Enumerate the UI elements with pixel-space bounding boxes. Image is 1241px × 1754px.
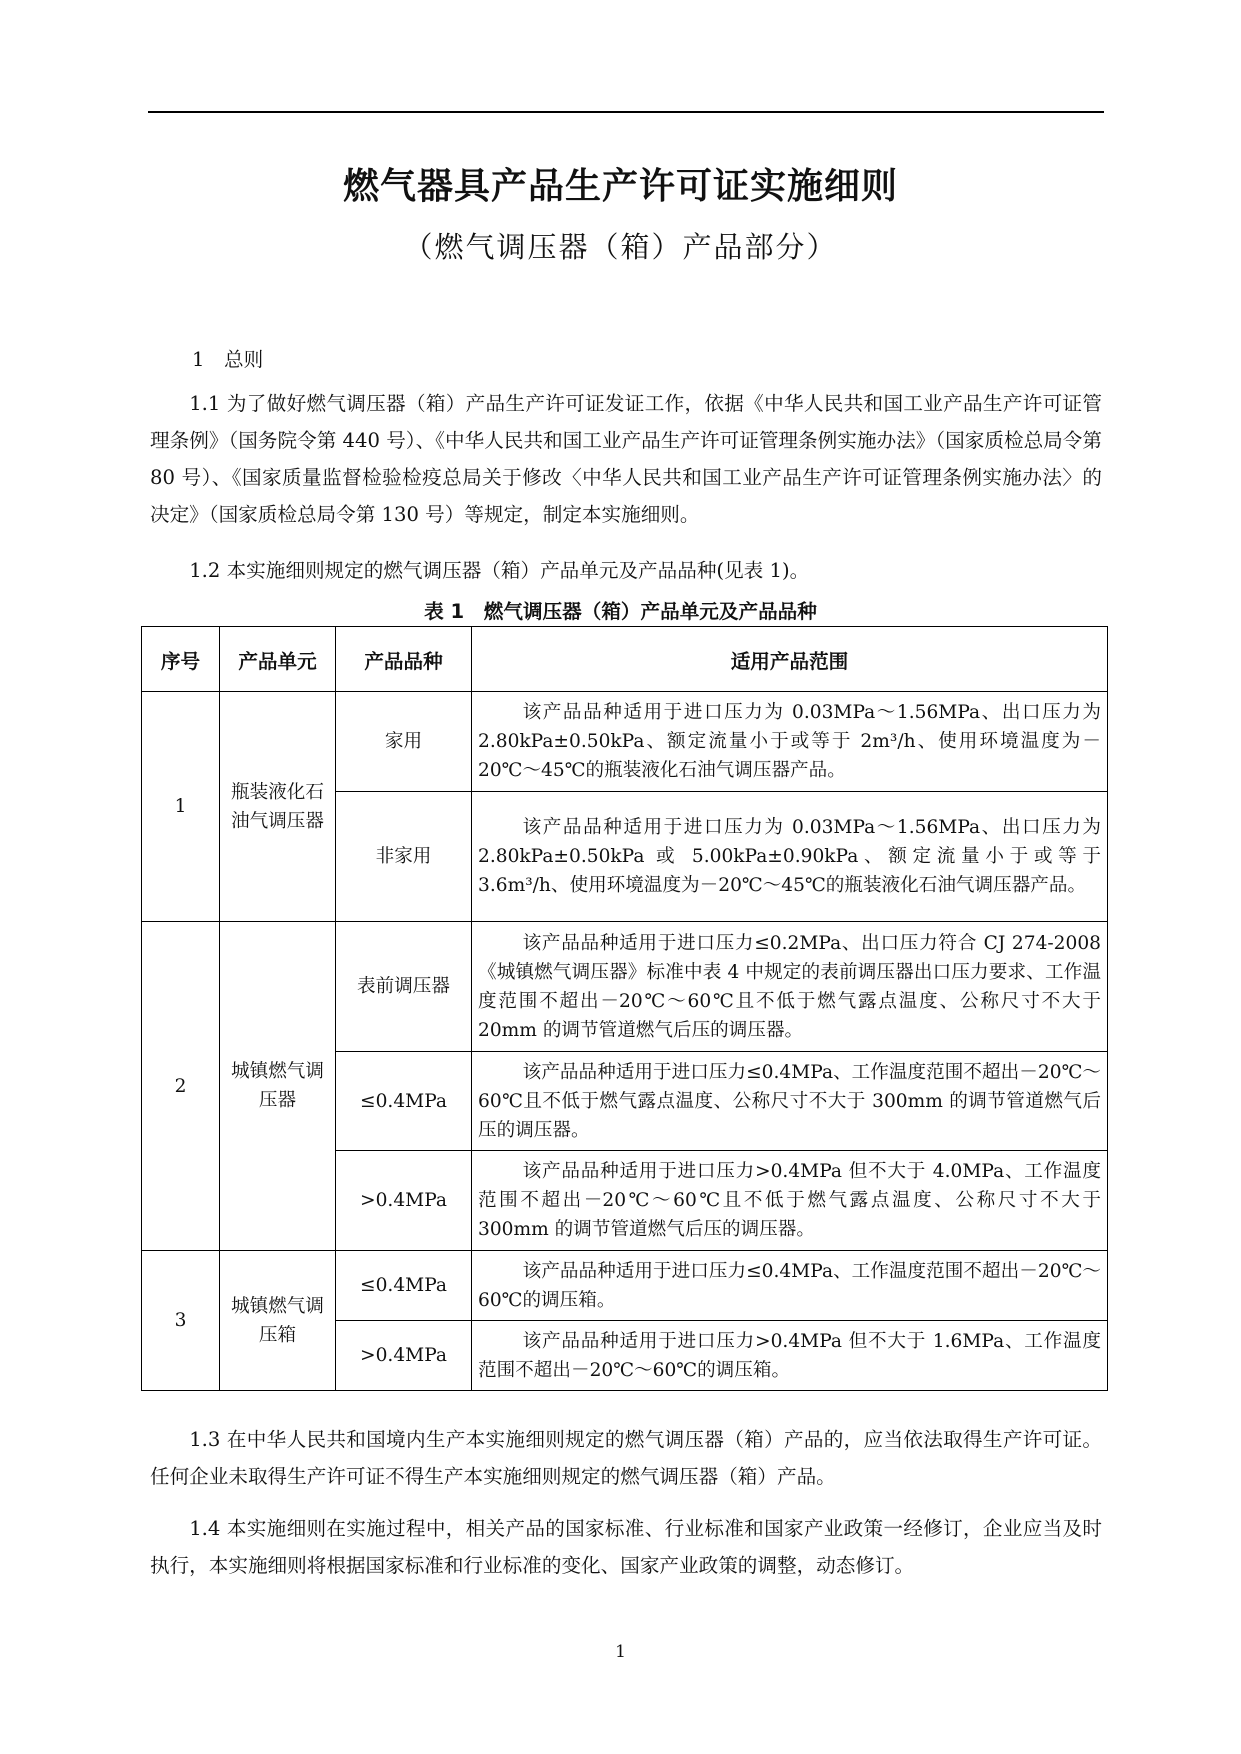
paragraph-1-1: 1.1 为了做好燃气调压器（箱）产品生产许可证发证工作，依据《中华人民共和国工业产品生产许可证管理条例》（国务院令第 440 号）、《中华人民共和国工业产品生产许可证管理条例实施办法》（国家质检总局令第 80 号）、《国家质量监督检验检疫总局关于修改〈中华人民共和国工业产品生产许可证管理条例实施办法〉的决定》（国家质检总局令第 130 号）等规定，制定本实施细则。: [150, 392, 1102, 526]
product-scope: 该产品品种适用于进口压力≤0.4MPa、工作温度范围不超出－20℃～60℃且不低于燃气露点温度、公称尺寸不大于 300mm 的调节管道燃气后压的调压器。: [472, 1052, 1108, 1151]
paragraph-1-4: 1.4 本实施细则在实施过程中，相关产品的国家标准、行业标准和国家产业政策一经修订，企业应当及时执行，本实施细则将根据国家标准和行业标准的变化、国家产业政策的调整，动态修订。: [150, 1517, 1102, 1577]
product-variety: ≤0.4MPa: [336, 1052, 472, 1151]
row-number: 1: [142, 692, 220, 922]
header-no: 序号: [142, 627, 220, 692]
header-variety: 产品品种: [336, 627, 472, 692]
product-scope: 该产品品种适用于进口压力>0.4MPa 但不大于 1.6MPa、工作温度范围不超出－20℃～60℃的调压箱。: [472, 1321, 1108, 1391]
paragraph-1-3: 1.3 在中华人民共和国境内生产本实施细则规定的燃气调压器（箱）产品的，应当依法取得生产许可证。任何企业未取得生产许可证不得生产本实施细则规定的燃气调压器（箱）产品。: [150, 1428, 1102, 1488]
product-variety: ≤0.4MPa: [336, 1251, 472, 1321]
document-subtitle: （燃气调压器（箱）产品部分）: [403, 230, 838, 264]
product-scope: 该产品品种适用于进口压力≤0.2MPa、出口压力符合 CJ 274-2008《城镇燃气调压器》标准中表 4 中规定的表前调压器出口压力要求、工作温度范围不超出－20℃～60℃且不低于燃气露点温度、公称尺寸不大于 20mm 的调节管道燃气后压的调压器。: [472, 922, 1108, 1052]
row-number: 3: [142, 1251, 220, 1391]
row-number: 2: [142, 922, 220, 1251]
product-scope: 该产品品种适用于进口压力>0.4MPa 但不大于 4.0MPa、工作温度范围不超出－20℃～60℃且不低于燃气露点温度、公称尺寸不大于 300mm 的调节管道燃气后压的调压器。: [472, 1151, 1108, 1251]
product-unit: 瓶装液化石油气调压器: [220, 692, 336, 922]
header-rule: [148, 111, 1104, 113]
paragraph-1-2: 1.2 本实施细则规定的燃气调压器（箱）产品单元及产品品种(见表 1)。: [189, 559, 810, 582]
table-row: [142, 692, 1108, 792]
table-row: [142, 922, 1108, 1052]
product-variety: 表前调压器: [336, 922, 472, 1052]
product-variety: 家用: [336, 692, 472, 792]
product-variety: 非家用: [336, 792, 472, 922]
product-scope: 该产品品种适用于进口压力为 0.03MPa～1.56MPa、出口压力为 2.80kPa±0.50kPa、额定流量小于或等于 2m³/h、使用环境温度为－20℃～45℃的瓶装液化石油气调压器产品。: [472, 692, 1108, 792]
table-caption: 表 1 燃气调压器（箱）产品单元及产品品种: [424, 600, 817, 623]
product-variety: >0.4MPa: [336, 1151, 472, 1251]
page-number: 1: [615, 1642, 626, 1662]
table-row: [142, 1251, 1108, 1321]
table-header-row: [142, 627, 1108, 692]
header-scope: 适用产品范围: [472, 627, 1108, 692]
product-scope: 该产品品种适用于进口压力为 0.03MPa～1.56MPa、出口压力为 2.80kPa±0.50kPa 或 5.00kPa±0.90kPa、额定流量小于或等于 3.6m³/h、使用环境温度为－20℃～45℃的瓶装液化石油气调压器产品。: [472, 792, 1108, 922]
section-heading-general: 1 总则: [192, 348, 264, 371]
product-table: [141, 626, 1108, 1391]
document-title: 燃气器具产品生产许可证实施细则: [342, 166, 898, 207]
product-variety: >0.4MPa: [336, 1321, 472, 1391]
product-scope: 该产品品种适用于进口压力≤0.4MPa、工作温度范围不超出－20℃～60℃的调压箱。: [472, 1251, 1108, 1321]
product-unit: 城镇燃气调压箱: [220, 1251, 336, 1391]
header-unit: 产品单元: [220, 627, 336, 692]
product-unit: 城镇燃气调压器: [220, 922, 336, 1251]
